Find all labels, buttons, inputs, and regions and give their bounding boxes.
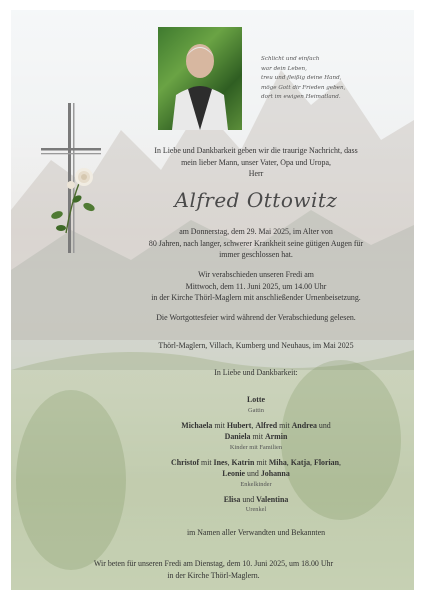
prayer-line: in der Kirche Thörl-Maglern.	[167, 570, 260, 580]
mourners-list	[106, 394, 406, 514]
death-notice	[106, 226, 406, 261]
death-line: am Donnerstag, dem 29. Mai 2025, im Alter von	[179, 227, 333, 236]
death-line: 80 Jahren, nach langer, schwerer Krankheit seine gütigen Augen für	[148, 238, 364, 248]
intro-line: mein lieber Mann, unser Vater, Opa und Uropa,	[181, 157, 331, 167]
grandchildren-line-2: Leonie und Johanna	[222, 469, 290, 478]
wife-role: Gattin	[248, 406, 264, 414]
wife-name: Lotte	[247, 395, 265, 404]
farewell-notice	[106, 269, 406, 304]
place-date: Thörl-Maglern, Villach, Kumberg und Neuhaus, im Mai 2025	[158, 341, 354, 350]
great-grandchildren-line: Elisa und Valentina	[223, 494, 289, 504]
service-note: Die Wortgottesfeier wird während der Verabschiedung gelesen.	[156, 313, 356, 322]
quote-line: Schlicht und einfach	[261, 56, 320, 62]
children-role: Kinder mit Familien	[229, 443, 283, 451]
death-line: immer geschlossen hat.	[219, 250, 293, 259]
children-line-1: Michaela mit Hubert, Alfred mit Andrea und	[181, 420, 331, 430]
deceased-name: Alfred Ottowitz	[174, 188, 338, 212]
memorial-quote	[261, 55, 401, 103]
portrait-photo	[158, 27, 242, 130]
children-line-2: Daniela mit Armin	[224, 432, 288, 441]
grandchildren-line-1: Christof mit Ines, Katrin mit Miha, Katja, Florian,	[171, 457, 341, 467]
quote-line: war dein Leben,	[261, 65, 307, 72]
obituary-card	[11, 10, 414, 590]
quote-line: möge Gott dir Frieden geben,	[261, 84, 346, 91]
farewell-line: in der Kirche Thörl-Maglern mit anschließender Urnenbeisetzung.	[151, 293, 361, 302]
intro-line: In Liebe und Dankbarkeit geben wir die traurige Nachricht, dass	[154, 146, 358, 155]
all-relatives: im Namen aller Verwandten und Bekannten	[186, 528, 326, 537]
grandchildren-role: Enkelkinder	[240, 480, 272, 488]
prayer-line: Wir beten für unseren Fredi am Dienstag, dem 10. Juni 2025, um 18.00 Uhr	[93, 559, 334, 568]
intro-line: Herr	[248, 169, 264, 178]
farewell-line: Wir verabschieden unseren Fredi am	[198, 270, 314, 279]
prayer-notice	[41, 558, 386, 581]
intro-text	[106, 145, 406, 180]
mourners-intro: In Liebe und Dankbarkeit:	[214, 368, 298, 377]
quote-line: dort im ewigen Heimatland.	[261, 94, 341, 100]
quote-line: treu und fleißig deine Hand,	[261, 75, 342, 81]
cross-with-rose-icon	[41, 103, 111, 253]
farewell-line: Mittwoch, dem 11. Juni 2025, um 14.00 Uhr	[185, 281, 327, 291]
great-grandchildren-role: Urenkel	[245, 506, 267, 513]
